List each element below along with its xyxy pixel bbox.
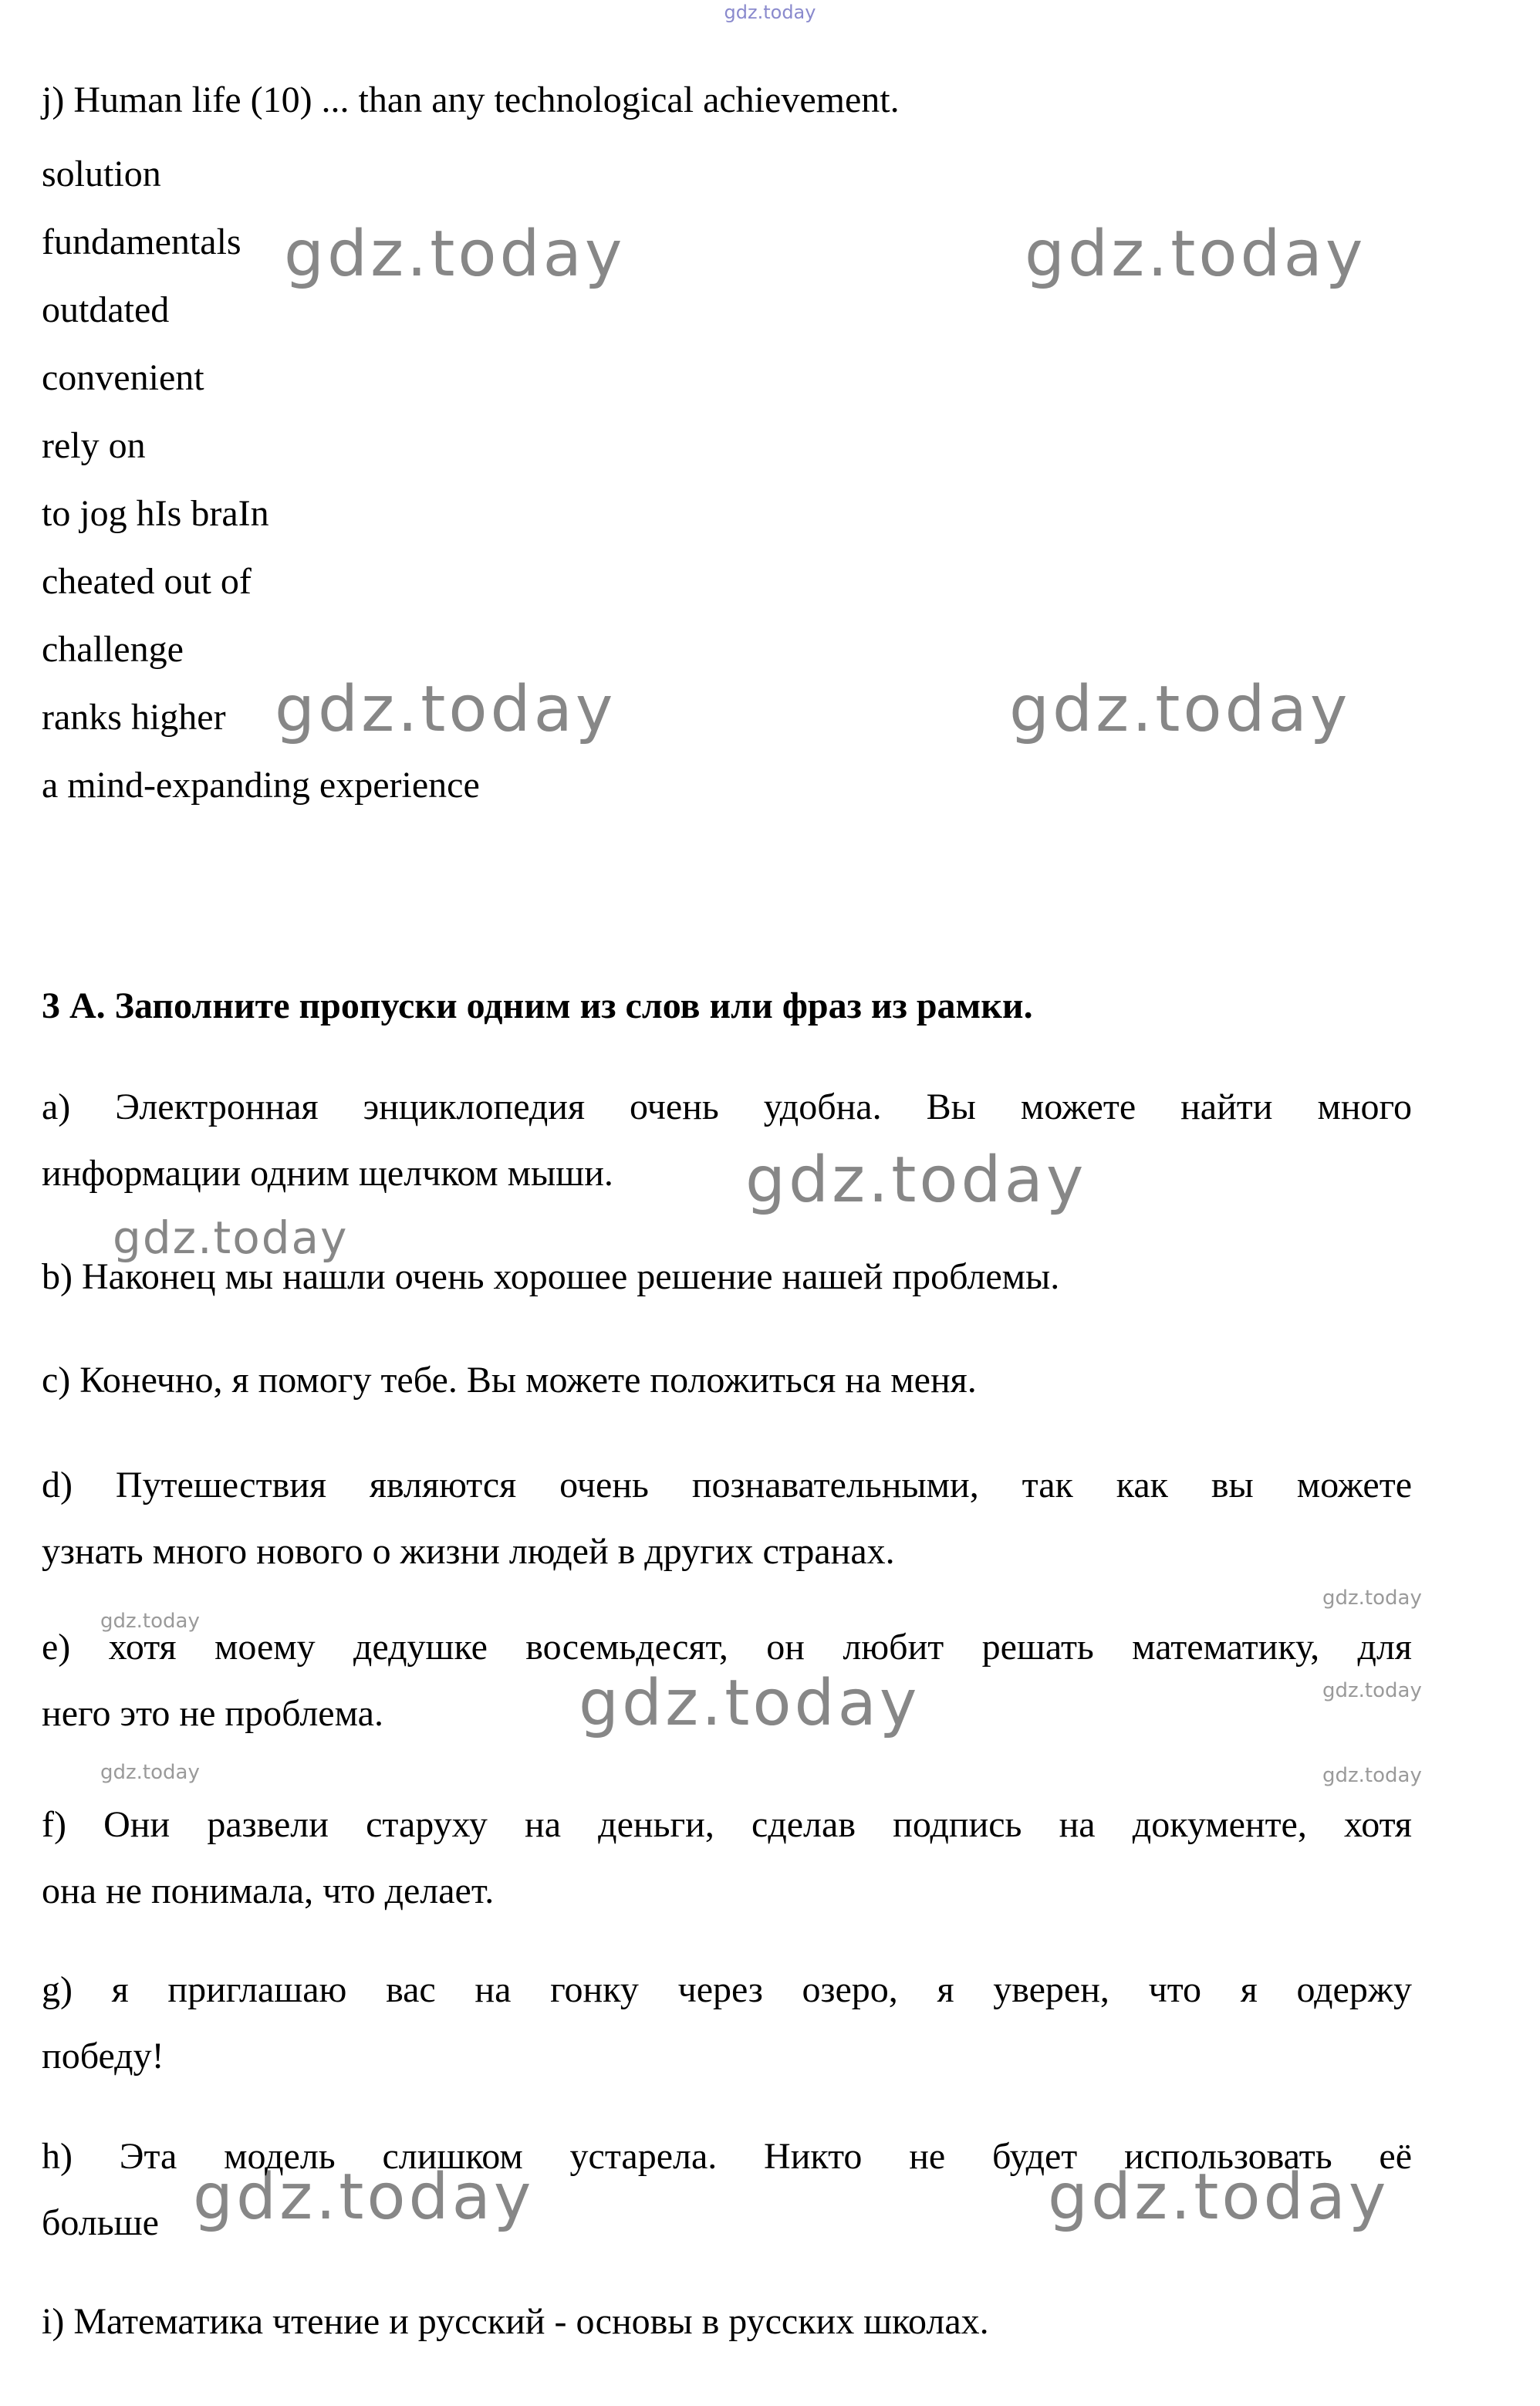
word-box-item: a mind-expanding experience (42, 765, 480, 806)
gdz-watermark-small: gdz.today (1322, 1679, 1422, 1702)
word-box-item: convenient (42, 357, 204, 398)
task-item-g (42, 1957, 1412, 2090)
gdz-watermark: gdz.today (1025, 218, 1366, 291)
gdz-watermark-small: gdz.today (100, 1761, 200, 1784)
word-box-item: challenge (42, 629, 184, 670)
gdz-watermark-small: gdz.today (1322, 1587, 1422, 1610)
text-line: h) Эта модель слишком устарела. Никто не будет использовать её (42, 2136, 1412, 2177)
gdz-watermark-small: gdz.today (100, 1610, 200, 1633)
word-box-item: to jog hIs braIn (42, 493, 269, 534)
exercise-item-j: j) Human life (10) ... than any technological achievement. (42, 79, 900, 120)
text-line: a) Электронная энциклопедия очень удобна. Вы можете найти много (42, 1086, 1412, 1127)
task-item-a (42, 1074, 1412, 1207)
word-box-item: cheated out of (42, 561, 252, 602)
word-box-item: outdated (42, 289, 170, 330)
text-line: информации одним щелчком мыши. (42, 1153, 613, 1194)
gdz-watermark: gdz.today (284, 218, 626, 291)
gdz-watermark: gdz.today (745, 1144, 1087, 1217)
text-line: больше (42, 2202, 159, 2243)
text-line: победу! (42, 2036, 164, 2077)
text-line: g) я приглашаю вас на гонку через озеро, я уверен, что я одержу (42, 1969, 1412, 2010)
task-3a-heading: 3 А. Заполните пропуски одним из слов или фраз из рамки. (42, 985, 1033, 1026)
text-line: f) Они развели старуху на деньги, сделав подпись на документе, хотя (42, 1804, 1412, 1845)
word-box-item: ranks higher (42, 697, 226, 738)
text-line: него это не проблема. (42, 1693, 383, 1734)
text-line: d) Путешествия являются очень познавательными, так как вы можете (42, 1465, 1412, 1505)
word-box-item: fundamentals (42, 221, 241, 262)
gdz-watermark: gdz.today (579, 1667, 920, 1740)
gdz-watermark: gdz.today (1009, 673, 1351, 746)
gdz-watermark: gdz.today (113, 1211, 349, 1264)
task-item-i (42, 2289, 1412, 2355)
task-item-f (42, 1792, 1412, 1924)
gdz-watermark: gdz.today (193, 2161, 535, 2234)
word-box (42, 140, 480, 819)
text-line: c) Конечно, я помогу тебе. Вы можете положиться на меня. (42, 1360, 977, 1401)
text-line: она не понимала, что делает. (42, 1870, 495, 1911)
gdz-watermark: gdz.today (1048, 2161, 1390, 2234)
task-item-e (42, 1614, 1412, 1747)
text-line: i) Математика чтение и русский - основы в русских школах. (42, 2301, 989, 2342)
text-line: узнать много нового о жизни людей в других странах. (42, 1531, 895, 1572)
word-box-item: solution (42, 154, 161, 194)
gdz-watermark: gdz.today (275, 673, 616, 746)
gdz-watermark-small: gdz.today (1322, 1764, 1422, 1787)
word-box-item: rely on (42, 425, 146, 466)
text-line: e) хотя моему дедушке восемьдесят, он любит решать математику, для (42, 1627, 1412, 1668)
task-item-h (42, 2124, 1412, 2256)
text-line: b) Наконец мы нашли очень хорошее решение нашей проблемы. (42, 1256, 1060, 1297)
gdz-watermark-top: gdz.today (724, 2, 816, 23)
task-item-d (42, 1452, 1412, 1585)
task-item-c (42, 1347, 1412, 1414)
task-item-b (42, 1244, 1412, 1310)
